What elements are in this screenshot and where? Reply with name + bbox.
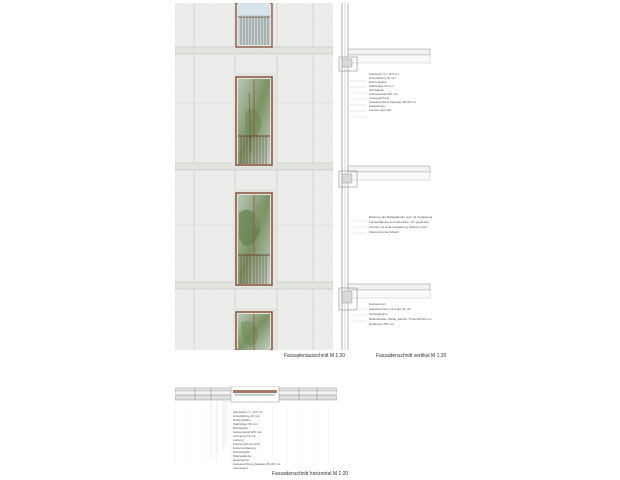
note: Ladeanschluss Fassade 25x45 mm	[369, 100, 417, 104]
slab-2	[339, 166, 430, 187]
vertical-section	[336, 3, 436, 350]
note: Dämmplatten	[369, 80, 387, 84]
note: Hauptachse	[233, 458, 250, 462]
note: Rohdecke 250 mm	[369, 322, 395, 326]
window-middle-upper	[233, 73, 276, 165]
note: Fassadenstein mit Fuge 40 mm	[369, 307, 412, 311]
window-bottom	[233, 308, 276, 350]
caption-section-vertical: Fassadenschnitt vertikal M 1:20	[376, 353, 447, 359]
note: Stahlgeländer	[233, 454, 252, 458]
note: Sandstein 3 + 10,5 cm	[369, 72, 399, 76]
slab-1	[339, 49, 430, 71]
note: Sockelgesims	[369, 312, 388, 316]
note: Brüstung als Stahlgeländer, ggf. mit Verglasung	[369, 215, 433, 219]
note: Hinterlüftung 40 mm	[369, 76, 397, 80]
elevation-drawing	[175, 3, 333, 350]
vertical-section-drawing	[336, 3, 436, 350]
note: Windpapier	[369, 88, 385, 92]
note: Sandstein 3 + 10,5 cm	[233, 410, 263, 414]
window-middle-lower	[233, 189, 276, 286]
note: Fensterlaibung aus Naturstein, Tür gegliedert	[369, 220, 430, 224]
window-top	[235, 3, 272, 49]
caption-elevation: Fassadenausschnitt M 1:20	[284, 353, 346, 359]
note: Fensterrahmen Holz	[233, 442, 261, 446]
note: Fenster aus Holz	[369, 108, 392, 112]
note: Aussenwand 200 mm	[369, 92, 398, 96]
note: Ladeanschluss Fassade 25x45 mm	[233, 462, 281, 466]
note: Fenster mit Isolierverglasung, Rahmen Holz	[369, 225, 428, 229]
caption-section-horizontal: Fassadenschnitt horizontal M 1:20	[272, 471, 349, 477]
note: Untergeschoss	[369, 96, 390, 100]
facade-elevation	[175, 3, 333, 350]
note: Hinterlüftung 40 mm	[233, 414, 261, 418]
note: Aussenwand 200 mm	[233, 430, 262, 434]
note: Deckenrand	[369, 302, 386, 306]
note: Innenwand	[233, 466, 248, 470]
note: Stahlträger 50 mm	[233, 422, 258, 426]
note: Windpapier	[233, 426, 249, 430]
note: Bodenaufbau: Belag, Estrich, Trittschall 80 mm	[369, 317, 432, 321]
note: Wetterschenkel Metall	[369, 230, 399, 234]
note: Innenputz 15 mm	[233, 434, 257, 438]
note: Laibung	[233, 438, 244, 442]
note: Fensterbank	[233, 450, 250, 454]
note: Dämmplatten	[233, 418, 251, 422]
note: Stahlträger 50 mm	[369, 84, 394, 88]
note: Hauptachse	[369, 104, 386, 108]
note: Isolierverglasung	[233, 446, 256, 450]
